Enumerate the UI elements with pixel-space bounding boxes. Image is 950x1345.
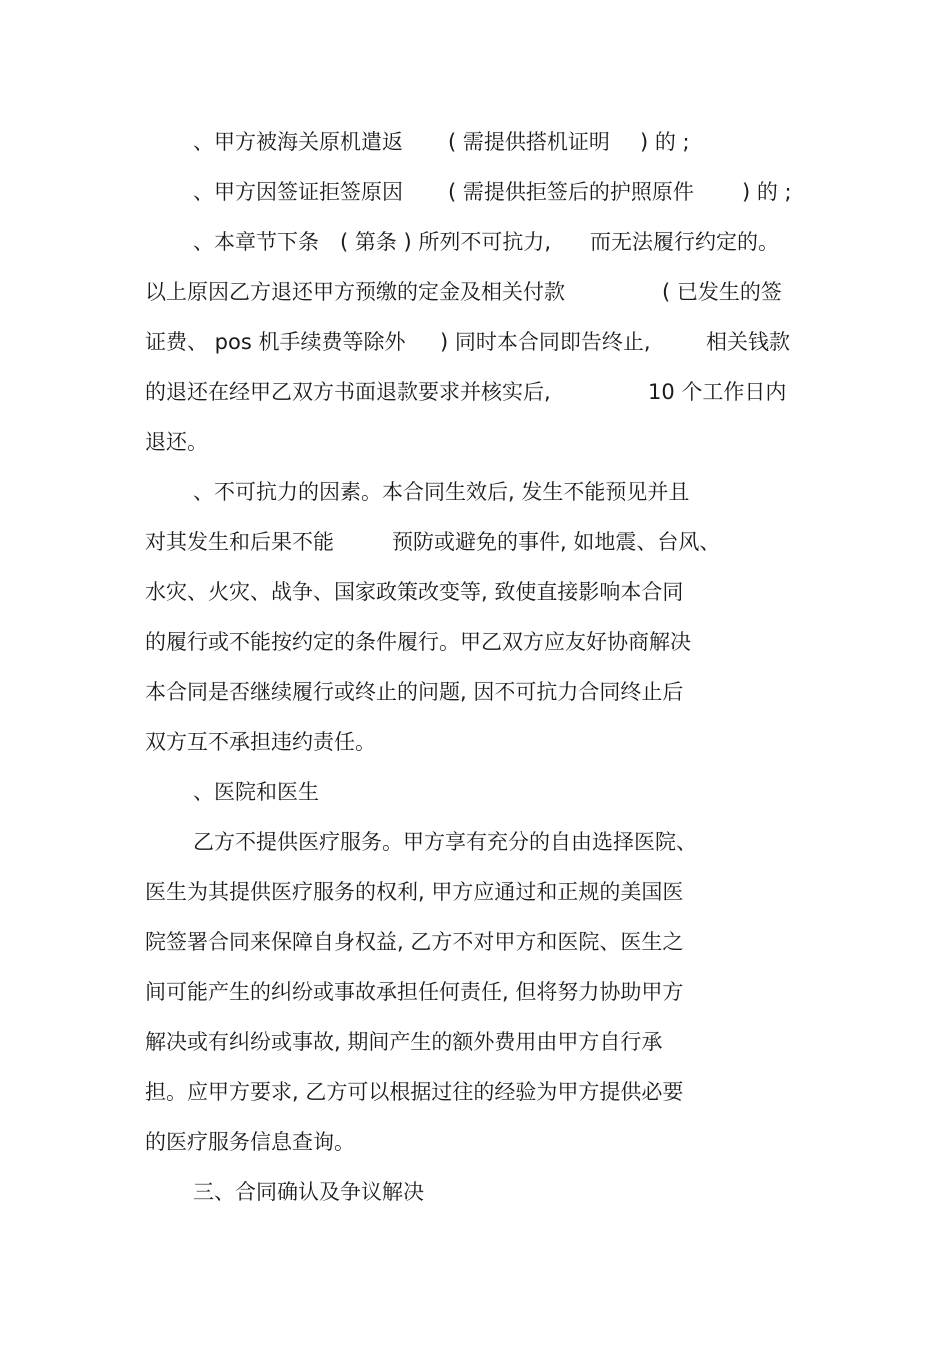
text-segment: 的履行或不能按约定的条件履行。甲乙双方应友好协商解决 (145, 630, 691, 654)
text-segment: ) 的 ; (640, 130, 690, 154)
text-line (0, 826, 950, 858)
text-segment: 对其发生和后果不能 (145, 530, 334, 554)
text-segment: 乙方不提供医疗服务。甲方享有充分的自由选择医院、 (193, 830, 697, 854)
text-segment: ( 需提供拒签后的护照原件 (448, 180, 694, 204)
text-line (0, 176, 950, 208)
text-line (0, 676, 950, 708)
text-segment: 相关钱款 (706, 330, 790, 354)
text-segment: 、医院和医生 (193, 780, 319, 804)
text-line (0, 776, 950, 808)
text-segment: 、本章节下条 (193, 230, 319, 254)
text-line (0, 626, 950, 658)
text-segment: 的医疗服务信息查询。 (145, 1130, 355, 1154)
text-line (0, 526, 950, 558)
text-segment: ( 第条 ) 所列不可抗力, (340, 230, 552, 254)
text-segment: 、不可抗力的因素。本合同生效后, 发生不能预见并且 (193, 480, 690, 504)
text-segment: 10 个工作日内 (648, 380, 787, 404)
text-line (0, 1026, 950, 1058)
text-segment: 预防或避免的事件, 如地震、台风、 (392, 530, 721, 554)
text-line (0, 976, 950, 1008)
section-heading (0, 1176, 950, 1208)
text-segment: 间可能产生的纠纷或事故承担任何责任, 但将努力协助甲方 (145, 980, 684, 1004)
text-segment: 解决或有纠纷或事故, 期间产生的额外费用由甲方自行承 (145, 1030, 663, 1054)
text-line (0, 576, 950, 608)
text-line (0, 426, 950, 458)
text-segment: 、甲方被海关原机遣返 (193, 130, 403, 154)
text-line (0, 876, 950, 908)
text-line (0, 1076, 950, 1108)
text-segment: 院签署合同来保障自身权益, 乙方不对甲方和医院、医生之 (145, 930, 684, 954)
text-segment: ) 同时本合同即告终止, (440, 330, 651, 354)
text-segment: 而无法履行约定的。 (590, 230, 779, 254)
text-line (0, 276, 950, 308)
text-segment: 三、合同确认及争议解决 (193, 1180, 424, 1204)
text-segment: ( 已发生的签 (662, 280, 782, 304)
text-segment: 医生为其提供医疗服务的权利, 甲方应通过和正规的美国医 (145, 880, 684, 904)
text-line (0, 326, 950, 358)
text-segment: 退还。 (145, 430, 208, 454)
text-segment: 证费、 pos 机手续费等除外 (145, 330, 406, 354)
text-segment: 担。应甲方要求, 乙方可以根据过往的经验为甲方提供必要 (145, 1080, 684, 1104)
text-line (0, 726, 950, 758)
text-segment: 水灾、火灾、战争、国家政策改变等, 致使直接影响本合同 (145, 580, 684, 604)
text-segment: ( 需提供搭机证明 (448, 130, 610, 154)
text-line (0, 376, 950, 408)
text-line (0, 126, 950, 158)
text-segment: 本合同是否继续履行或终止的问题, 因不可抗力合同终止后 (145, 680, 684, 704)
text-line (0, 476, 950, 508)
text-segment: ) 的 ; (742, 180, 792, 204)
text-segment: 以上原因乙方退还甲方预缴的定金及相关付款 (145, 280, 565, 304)
text-line (0, 226, 950, 258)
text-line (0, 926, 950, 958)
text-segment: 、甲方因签证拒签原因 (193, 180, 403, 204)
text-segment: 双方互不承担违约责任。 (145, 730, 376, 754)
text-line (0, 1126, 950, 1158)
text-segment: 的退还在经甲乙双方书面退款要求并核实后, (145, 380, 551, 404)
